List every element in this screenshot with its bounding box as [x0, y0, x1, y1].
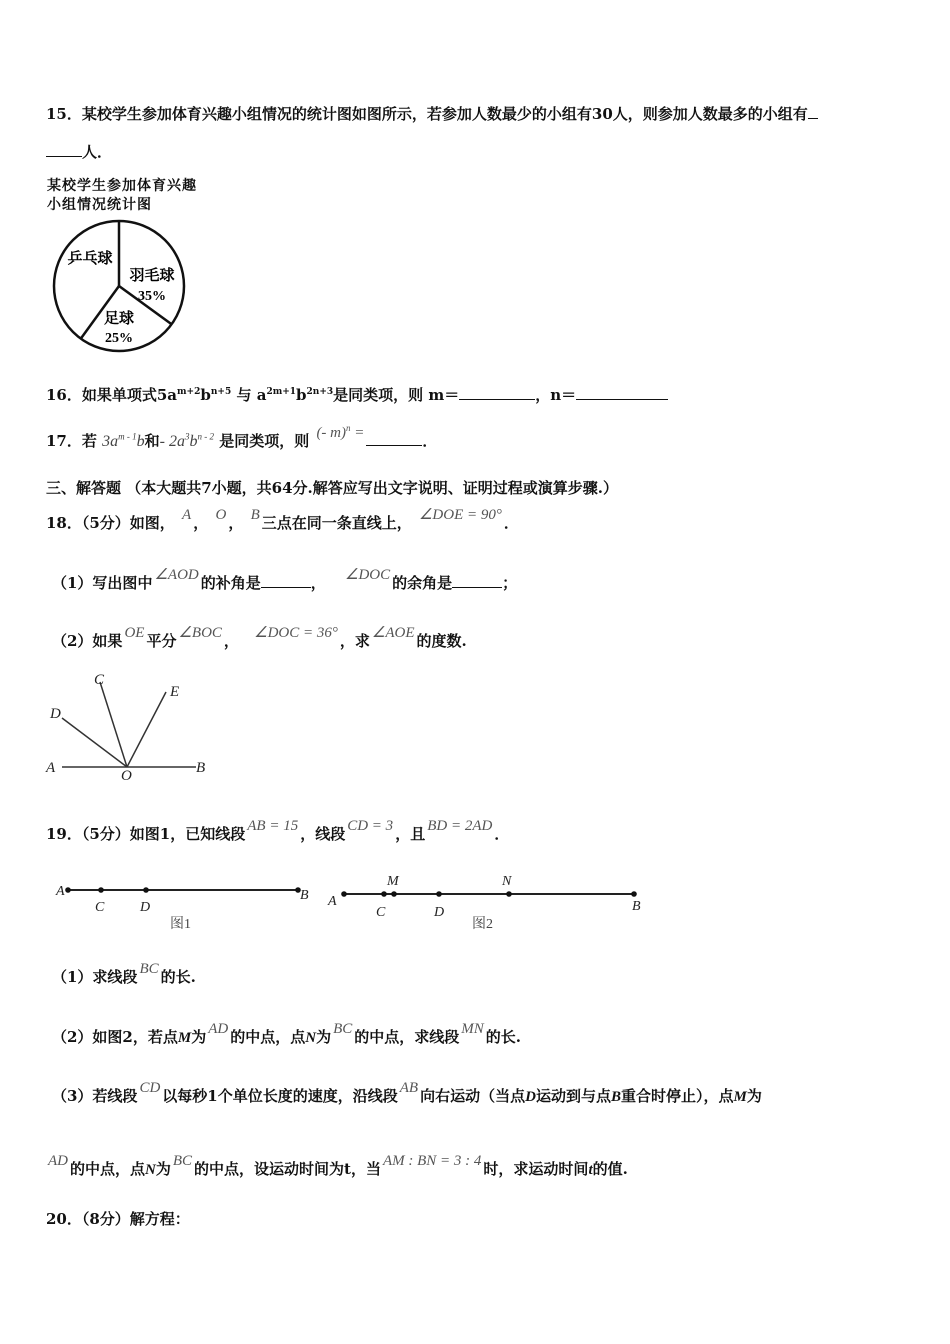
q19-part3: [52, 1080, 762, 1106]
pie-value-football: 25%: [105, 331, 133, 346]
q19-and: ，且: [395, 825, 426, 843]
q19-part3-line2: [48, 1153, 628, 1179]
q18-p2-ask: ，求: [339, 632, 370, 650]
q19-end: ．: [494, 825, 510, 843]
q18-p1-mid: 的补角是: [200, 574, 261, 592]
q18-point-a: A: [182, 507, 192, 523]
pie-chart: [44, 218, 194, 358]
pie-label-football: 足球: [103, 311, 135, 327]
q19-part2: [52, 1021, 522, 1047]
q19-p3-prefix: （3）若线段: [52, 1087, 138, 1105]
fig1-label-a: A: [56, 884, 65, 899]
q15-tail: 人．: [82, 143, 113, 161]
chart-title-line1: 某校学生参加体育兴趣: [47, 178, 197, 194]
label-a: A: [46, 760, 56, 776]
q17-suffix: 是同类项，则: [219, 432, 310, 450]
fig2-caption: 图2: [472, 917, 493, 932]
q19-p3-end: 为: [746, 1087, 762, 1105]
q19-p3b-ad: AD: [48, 1153, 68, 1169]
q17-answer-blank: [366, 445, 422, 446]
q19-figure1: [50, 868, 330, 940]
q16-monomial2-exp-a: 2m+1: [266, 387, 297, 397]
q19-p3-cd: CD: [139, 1080, 161, 1096]
label-d: D: [50, 706, 61, 722]
q19-p3-ab: AB: [399, 1080, 419, 1096]
q18-comma2: ，: [228, 514, 244, 532]
q19-p1-bc: BC: [139, 961, 159, 977]
q19-p2-ad: AD: [208, 1021, 229, 1037]
q17-text: [46, 423, 438, 451]
q18-p1-sep: ，: [310, 574, 326, 592]
q16-monomial1-b: b: [200, 386, 211, 404]
q16-monomial1-exp-b: n+5: [210, 387, 232, 397]
q20-text: 20．（8分）解方程：: [46, 1210, 190, 1228]
q19-p2-is: 为: [191, 1028, 207, 1046]
fig2-label-c: C: [376, 905, 386, 920]
q19-mid: ，线段: [300, 825, 346, 843]
q18-p2-oe: OE: [124, 625, 145, 641]
q18-p2-end: 的度数.: [416, 632, 467, 650]
q16-monomial2-b: b: [296, 386, 307, 404]
q15-answer-blank: [46, 156, 82, 157]
q19-p3b-ratio: AM : BN = 3 : 4: [382, 1153, 482, 1169]
q15-stem: 15．某校学生参加体育兴趣小组情况的统计图如图所示，若参加人数最少的小组有30人，则参加人数最多的小组有: [46, 105, 808, 123]
q19-p3-b: B: [610, 1089, 621, 1105]
q19-bd: BD = 2AD: [427, 818, 493, 834]
ray-od: [62, 718, 127, 767]
q18-point-b: B: [250, 507, 260, 523]
q18-p1-end: ；: [502, 574, 518, 592]
q19-p3b-mid3: 时，求运动时间: [483, 1160, 589, 1178]
q17-and: 和: [144, 432, 160, 450]
fig1-label-b: B: [300, 888, 309, 903]
label-b: B: [196, 760, 206, 776]
q16-m-label: m＝: [428, 386, 460, 404]
fig1-label-d: D: [140, 900, 151, 915]
section3-heading: 三、解答题 （本大题共7小题，共64分.解答应写出文字说明、证明过程或演算步骤.）: [46, 479, 618, 497]
pie-label-badminton: 羽毛球: [129, 268, 175, 284]
q17-expr2: - $2a^3b^{n - 2}$: [159, 431, 214, 450]
q18-p2-angle-doc: ∠DOC = 36°: [254, 625, 338, 641]
q16-monomial1: 5a: [156, 386, 178, 404]
q19-p2-prefix: （2）如图2，若点: [52, 1028, 178, 1046]
q18-part1: [52, 567, 518, 593]
q18-prefix: 18．（5分）如图，: [46, 514, 175, 532]
q18-figure: [40, 668, 220, 786]
q19-p3b-mid2: 的中点，设运动时间为t，当: [194, 1160, 381, 1178]
q16-n-blank: [576, 399, 668, 400]
pie-value-badminton: 35%: [138, 289, 166, 304]
label-o: O: [121, 768, 132, 784]
q19-p2-mn: MN: [461, 1021, 484, 1037]
q19-part1: [52, 961, 196, 987]
q19-p3-d: D: [525, 1089, 536, 1105]
fig2-label-n: N: [502, 874, 512, 889]
q17-prefix: 17．若: [46, 432, 97, 450]
q19-p3b-t: t: [588, 1162, 593, 1178]
q18-p2-angle-aoe: ∠AOE: [371, 625, 415, 641]
fig2-label-d: D: [434, 905, 445, 920]
q16-comma: ，: [535, 386, 551, 404]
q18-p1-prefix: （1）写出图中: [52, 574, 153, 592]
fig2-label-m: M: [387, 874, 399, 889]
fig2-label-a: A: [328, 894, 337, 909]
q16-monomial2-exp-b: 2n+3: [306, 387, 334, 397]
q18-mid: 三点在同一条直线上，: [261, 514, 412, 532]
q18-point-o: O: [215, 507, 227, 523]
q15-text-line2: [46, 141, 112, 162]
label-e: E: [170, 684, 180, 700]
q18-p2-sep: ，: [223, 632, 239, 650]
q19-p3-mid: 以每秒1个单位长度的速度，沿线段: [162, 1087, 398, 1105]
point-a-fig2: [341, 891, 347, 897]
point-a-fig1: [65, 887, 71, 893]
q18-p1-angle-aod: ∠AOD: [154, 567, 199, 583]
point-b-fig2: [631, 891, 637, 897]
q16-prefix: 16．如果单项式: [46, 386, 157, 404]
point-c-fig2: [381, 891, 387, 897]
q18-p1-blank1: [261, 587, 311, 588]
q17-expr3: (- m)$^n$ =: [316, 423, 365, 441]
q18-part2: [52, 625, 467, 651]
q16-m-blank: [459, 399, 535, 400]
q19-p2-end: 的长.: [485, 1028, 522, 1046]
q18-p1-angle-doc: ∠DOC: [345, 567, 391, 583]
q16-suffix: 是同类项，则: [333, 386, 424, 404]
point-c-fig1: [98, 887, 104, 893]
q19-p3b-bc: BC: [172, 1153, 193, 1169]
q16-n-label: n＝: [550, 386, 577, 404]
label-c: C: [94, 672, 105, 688]
q19-prefix: 19．（5分）如图1，已知线段: [46, 825, 246, 843]
q18-p1-mid2: 的余角是: [392, 574, 453, 592]
q17-end: ．: [422, 432, 438, 450]
q19-figure2: [322, 868, 652, 940]
q16-and: 与: [236, 386, 252, 404]
q19-p2-is2: 为: [316, 1028, 332, 1046]
q19-p3b-is: 为: [155, 1160, 171, 1178]
fig1-label-c: C: [95, 900, 105, 915]
q19-text: [46, 818, 510, 844]
q16-monomial2: a: [256, 386, 267, 404]
pie-label-pingpong: 乒乓球: [67, 251, 113, 267]
q19-p3-mid4: 重合时停止），点: [620, 1087, 734, 1105]
q19-p2-bc: BC: [333, 1021, 353, 1037]
point-m-fig2: [391, 891, 397, 897]
q18-end: ．: [503, 514, 519, 532]
q16-text: [46, 384, 668, 405]
q19-cd: CD = 3: [347, 818, 394, 834]
q15-answer-blank-start: [808, 118, 818, 119]
q18-angle-doe: ∠DOE = 90°: [418, 507, 502, 523]
q19-p2-mid: 的中点，点: [230, 1028, 306, 1046]
q19-p2-n: N: [305, 1030, 317, 1046]
point-d-fig1: [143, 887, 149, 893]
q19-p3-mid2: 向右运动（当点: [420, 1087, 526, 1105]
q16-monomial1-exp-a: m+2: [177, 387, 201, 397]
q19-p1-prefix: （1）求线段: [52, 968, 138, 986]
ray-oe: [127, 692, 166, 767]
q18-comma1: ，: [193, 514, 209, 532]
q19-p1-end: 的长.: [160, 968, 196, 986]
q18-p2-prefix: （2）如果: [52, 632, 123, 650]
q18-p1-blank2: [452, 587, 502, 588]
q17-expr1: $3a^{m - 1}b$: [102, 431, 145, 450]
q18-text: [46, 507, 519, 533]
q18-p2-mid: 平分: [146, 632, 177, 650]
fig2-label-b: B: [632, 899, 641, 914]
q19-p3-mid3: 运动到与点: [535, 1087, 611, 1105]
q19-p3-m: M: [733, 1089, 747, 1105]
q19-p3b-end: 的值.: [592, 1160, 628, 1178]
point-d-fig2: [436, 891, 442, 897]
ray-oc: [100, 682, 127, 767]
point-n-fig2: [506, 891, 512, 897]
q18-p2-angle-boc: ∠BOC: [178, 625, 222, 641]
q19-p3b-mid: 的中点，点: [70, 1160, 146, 1178]
q19-ab: AB = 15: [247, 818, 299, 834]
fig1-caption: 图1: [170, 917, 191, 932]
q15-text: [46, 103, 818, 124]
q19-p2-m: M: [177, 1030, 192, 1046]
chart-title-line2: 小组情况统计图: [47, 197, 152, 213]
q19-p3b-n: N: [145, 1162, 156, 1178]
q19-p2-mid2: 的中点，求线段: [354, 1028, 460, 1046]
